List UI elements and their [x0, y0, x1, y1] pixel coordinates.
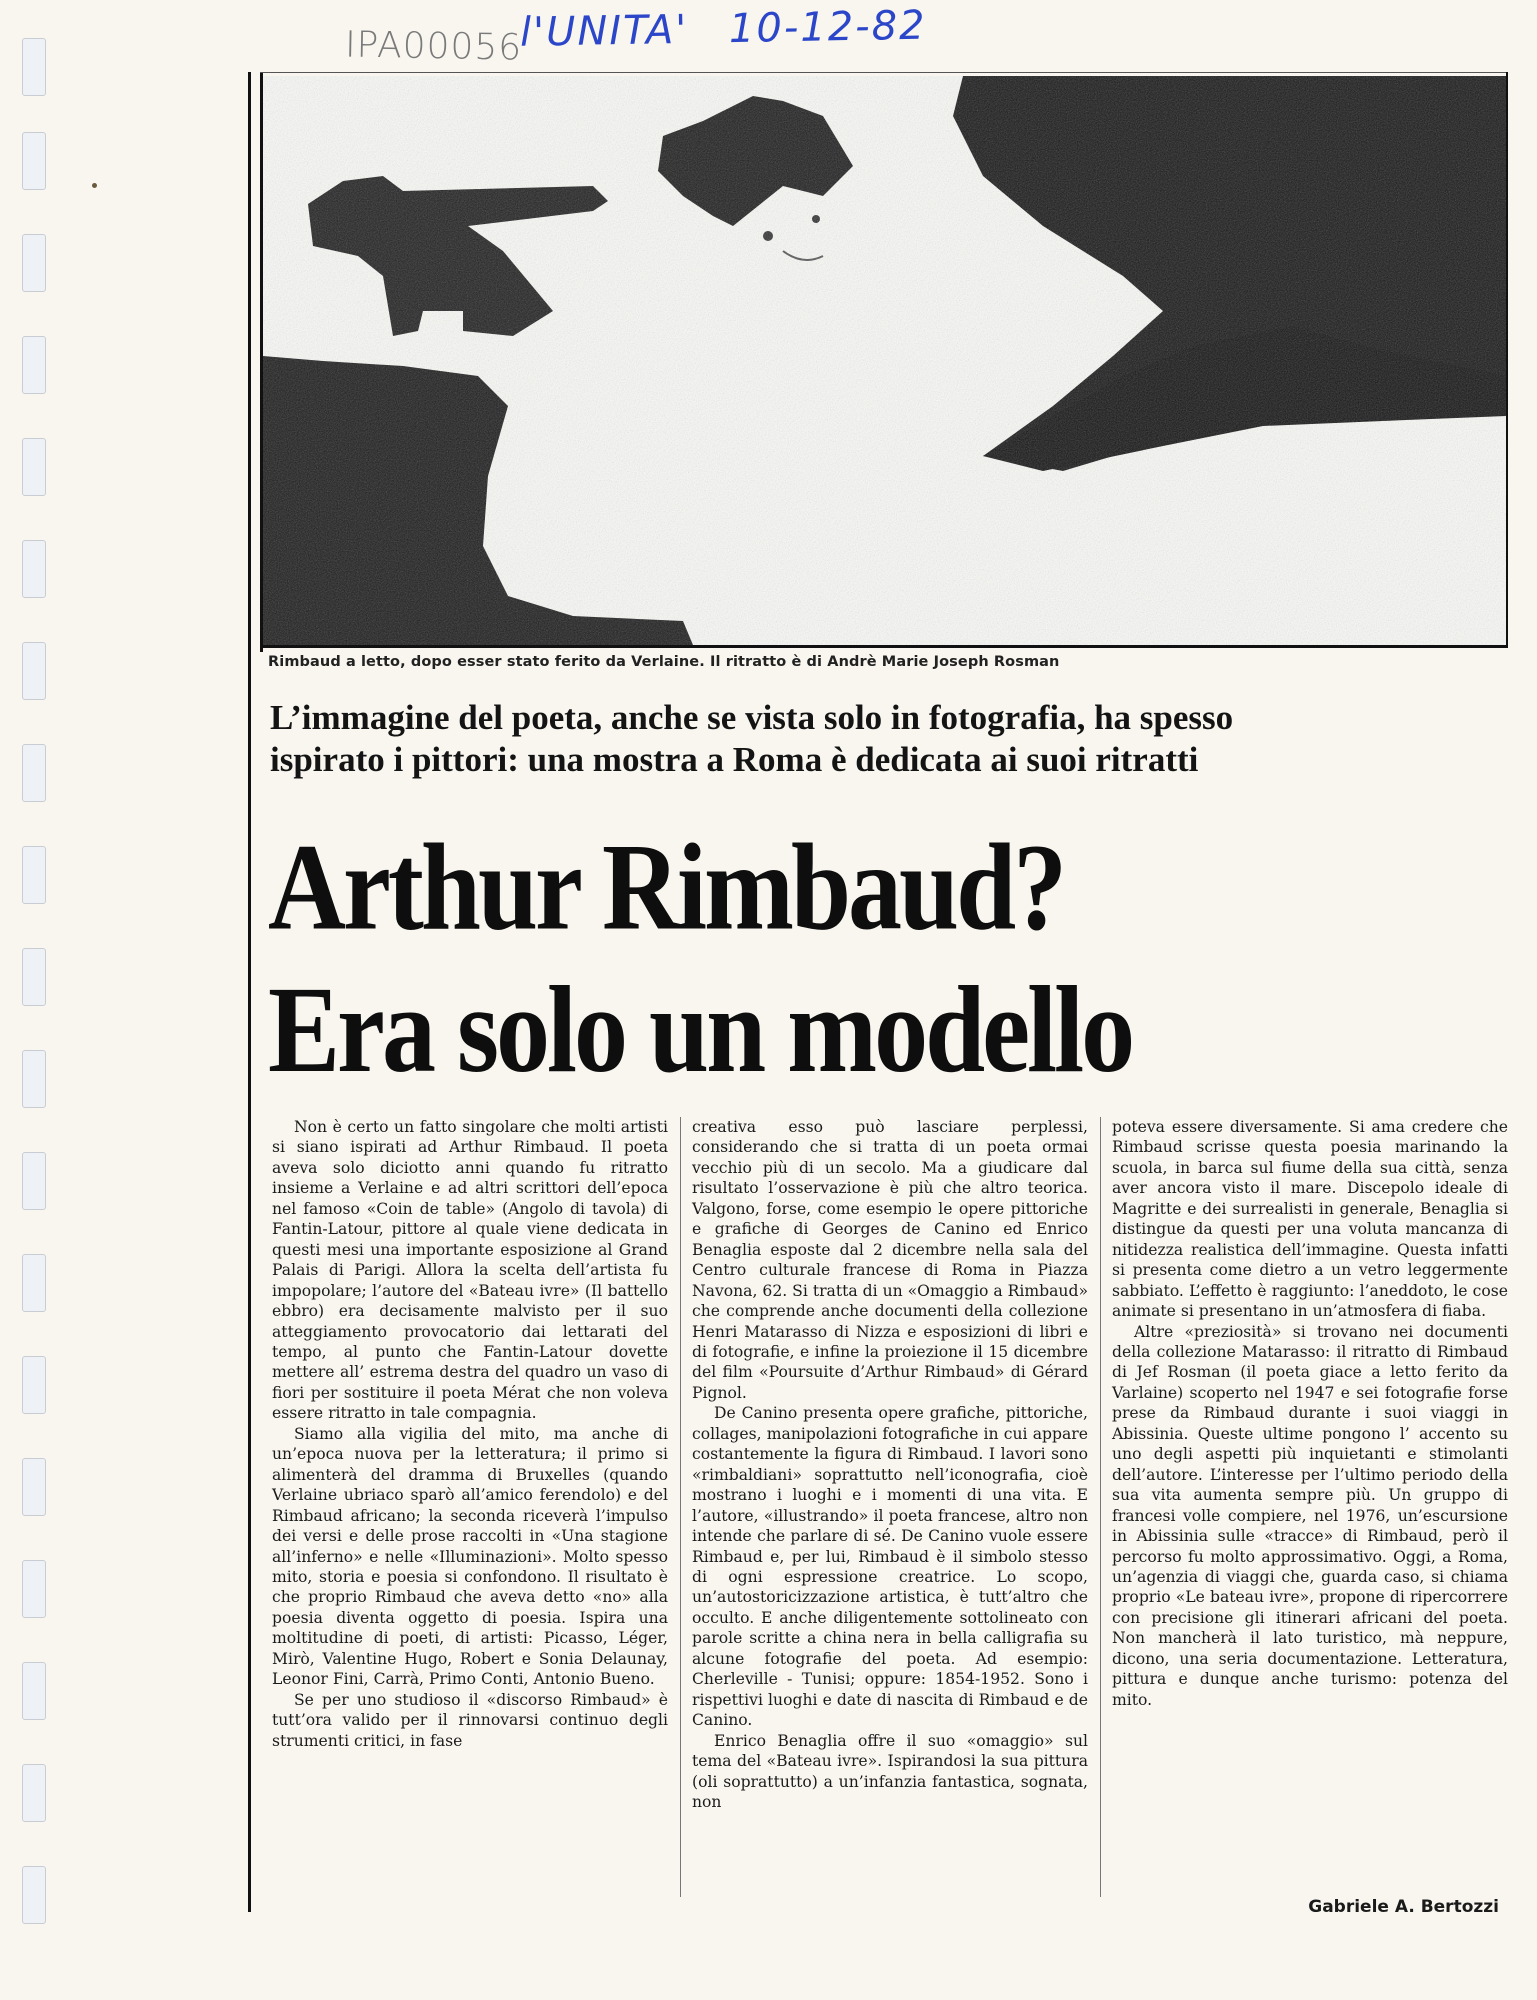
- binder-hole: [22, 438, 46, 496]
- column-rule: [248, 72, 251, 1912]
- photo-frame-rule: [1506, 72, 1508, 647]
- paragraph: De Canino presenta opere grafiche, pittoriche, collages, manipolazioni fotografiche in cui appare costantemente la figura di Rimbaud. I lavori sono «rimbaldiani» soprattutto nell’iconografia, cioè mostrano i luoghi e i momenti di una vita. E l’autore, «illustrando» il poeta francese, altro non intende che parlare di sé. De Canino vuole essere Rimbaud e, per lui, Rimbaud è il simbolo stesso di ogni espressione creatrice. Lo scopo, un’autostoricizzazione artistica, è tutt’altro che occulto. E anche diligentemente sottolineato con parole scritte a china nera in bella calligrafia su alcune fotografie del poeta. Ad esempio: Cherleville - Tunisi; oppure: 1854-1952. Sono i rispettivi luoghi e date di nascita di Rimbaud e de Canino.: [692, 1404, 1088, 1730]
- subheadline-line: L’immagine del poeta, anche se vista solo in fotografia, ha spesso: [270, 698, 1234, 737]
- article-byline: Gabriele A. Bertozzi: [1308, 1897, 1499, 1917]
- publication-date: 10-12-82: [728, 2, 927, 53]
- headline-line: Era solo un modello: [268, 961, 1133, 1099]
- binder-hole: [22, 540, 46, 598]
- binder-hole: [22, 1356, 46, 1414]
- paragraph: Non è certo un fatto singolare che molti artisti si siano ispirati ad Arthur Rimbaud. Il poeta aveva solo diciotto anni quando fu ritratto insieme a Verlaine e ad altri scrittori dell’epoca nel famoso «Coin de table» (Angolo di tavola) di Fantin-Latour, pittore al quale viene dedicata in questi mesi una importante esposizione al Grand Palais di Parigi. Allora la scelta dell’artista fu impopolare; l’autore del «Bateau ivre» (Il battello ebbro) era decisamente malvisto per il suo atteggiamento provocatorio dai lettarati del tempo, al punto che Fantin-Latour dovette mettere all’ estrema destra del quadro un vaso di fiori per sostituire il poeta Mérat che non voleva essere ritratto in tale compagnia.: [272, 1118, 668, 1423]
- binder-hole: [22, 1560, 46, 1618]
- binder-hole: [22, 1152, 46, 1210]
- subheadline-line: ispirato i pittori: una mostra a Roma è dedicata ai suoi ritratti: [270, 740, 1199, 779]
- article-photo: [263, 76, 1506, 645]
- article-headline: [268, 817, 1468, 1102]
- column-divider: [680, 1117, 681, 1897]
- paragraph: Siamo alla vigilia del mito, ma anche di un’epoca nuova per la letteratura; il primo si alimenterà del dramma di Bruxelles (quando Verlaine ubriaco sparò all’amico ferendolo) e del Rimbaud africano; la seconda riceverà l’impulso dei versi e delle prose raccolti in «Una stagione all’inferno» e nelle «Illuminazioni». Molto spesso mito, storia e poesia si confondono. Il risultato è che proprio Rimbaud che aveva detto «no» alla poesia diventa oggetto di poesia. Ispira una moltitudine di poeti, di artisti: Picasso, Léger, Mirò, Valentine Hugo, Robert e Sonia Delaunay, Leonor Fini, Carrà, Primo Conti, Antonio Bueno.: [272, 1424, 668, 1689]
- article-column-3: [1112, 1117, 1508, 1710]
- paragraph: poteva essere diversamente. Si ama credere che Rimbaud scrisse questa poesia marinando la scuola, in barca sul fiume della sua città, senza aver ancora visto il mare. Discepolo ideale di Magritte e dei surrealisti in generale, Benaglia si distingue da questi per una voluta mancanza di nitidezza realistica dell’immagine. Questa infatti si presenta come dietro a un vetro leggermente sabbiato. L’effetto è raggiunto: l’aneddoto, le cose animate si presentano in un’atmosfera di fiaba.: [1112, 1118, 1508, 1321]
- binder-hole: [22, 132, 46, 190]
- paragraph: Enrico Benaglia offre il suo «omaggio» sul tema del «Bateau ivre». Ispirandosi la sua pittura (oli soprattutto) a un’infanzia fantastica, sognata, non: [692, 1731, 1088, 1811]
- headline-line: Arthur Rimbaud?: [268, 819, 1065, 957]
- binder-hole: [22, 642, 46, 700]
- article-subheadline: [270, 697, 1430, 781]
- newspaper-name: l'UNITA': [519, 6, 689, 56]
- binder-hole: [22, 744, 46, 802]
- binder-hole: [22, 1866, 46, 1924]
- paper-speck: [92, 183, 97, 188]
- rimbaud-in-bed-image: [263, 76, 1506, 645]
- photo-frame-rule: [260, 645, 1508, 648]
- paragraph: creativa esso può lasciare perplessi, considerando che si tratta di un poeta ormai vecchio più di un secolo. Ma a giudicare dal risultato l’osservazione è più che altro teorica. Valgono, forse, come esempio le opere pittoriche e grafiche di Georges de Canino ed Enrico Benaglia esposte dal 2 dicembre nella sala del Centro culturale francese di Roma in Piazza Navona, 62. Si tratta di un «Omaggio a Rimbaud» che comprende anche documenti della collezione Henri Matarasso di Nizza e esposizioni di libri e di fotografie, e infine la proiezione il 15 dicembre del film «Poursuite d’Arthur Rimbaud» di Gérard Pignol.: [692, 1118, 1088, 1402]
- paragraph: Se per uno studioso il «discorso Rimbaud» è tutt’ora valido per il rinnovarsi continuo degli strumenti critici, in fase: [272, 1690, 668, 1750]
- binder-hole: [22, 846, 46, 904]
- article-body: [262, 1117, 1508, 1917]
- binder-hole: [22, 234, 46, 292]
- binder-hole: [22, 1662, 46, 1720]
- archive-code: IPA00056: [344, 24, 523, 69]
- column-divider: [1100, 1117, 1101, 1897]
- newspaper-clipping: [248, 72, 1510, 1932]
- photo-caption: Rimbaud a letto, dopo esser stato ferito da Verlaine. Il ritratto è di Andrè Marie Joseph Rosman: [268, 654, 1060, 670]
- binder-hole: [22, 336, 46, 394]
- source-note: [520, 2, 953, 56]
- binder-hole: [22, 1050, 46, 1108]
- binder-hole: [22, 948, 46, 1006]
- binder-holes: [22, 0, 48, 2000]
- article-column-1: [272, 1117, 668, 1751]
- binder-hole: [22, 1458, 46, 1516]
- article-column-2: [692, 1117, 1088, 1812]
- paragraph: Altre «preziosità» si trovano nei documenti della collezione Matarasso: il ritratto di Rimbaud di Jef Rosman (il poeta giace a letto ferito da Varlaine) scoperto nel 1947 e sei fotografie forse prese da Rimbaud durante i suoi viaggi in Abissinia. Queste ultime pongono l’ accento su uno degli aspetti più inquietanti e stimolanti dell’autore. L’interesse per l’ultimo periodo della sua vita aumenta sempre più. Un gruppo di francesi volle compiere, nel 1976, un’escursione in Abissinia sulle «tracce» di Rimbaud, però il percorso fu molto approssimativo. Oggi, a Roma, un’agenzia di viaggi che, guarda caso, si chiama proprio «Le bateau ivre», propone di ripercorrere con precisione gli itinerari africani del poeta. Non mancherà il lato turistico, mà neppure, dicono, una seria documentazione. Letteratura, pittura e dunque anche turismo: potenza del mito.: [1112, 1322, 1508, 1709]
- photo-frame-rule: [260, 72, 1508, 73]
- binder-hole: [22, 1764, 46, 1822]
- binder-hole: [22, 38, 46, 96]
- binder-hole: [22, 1254, 46, 1312]
